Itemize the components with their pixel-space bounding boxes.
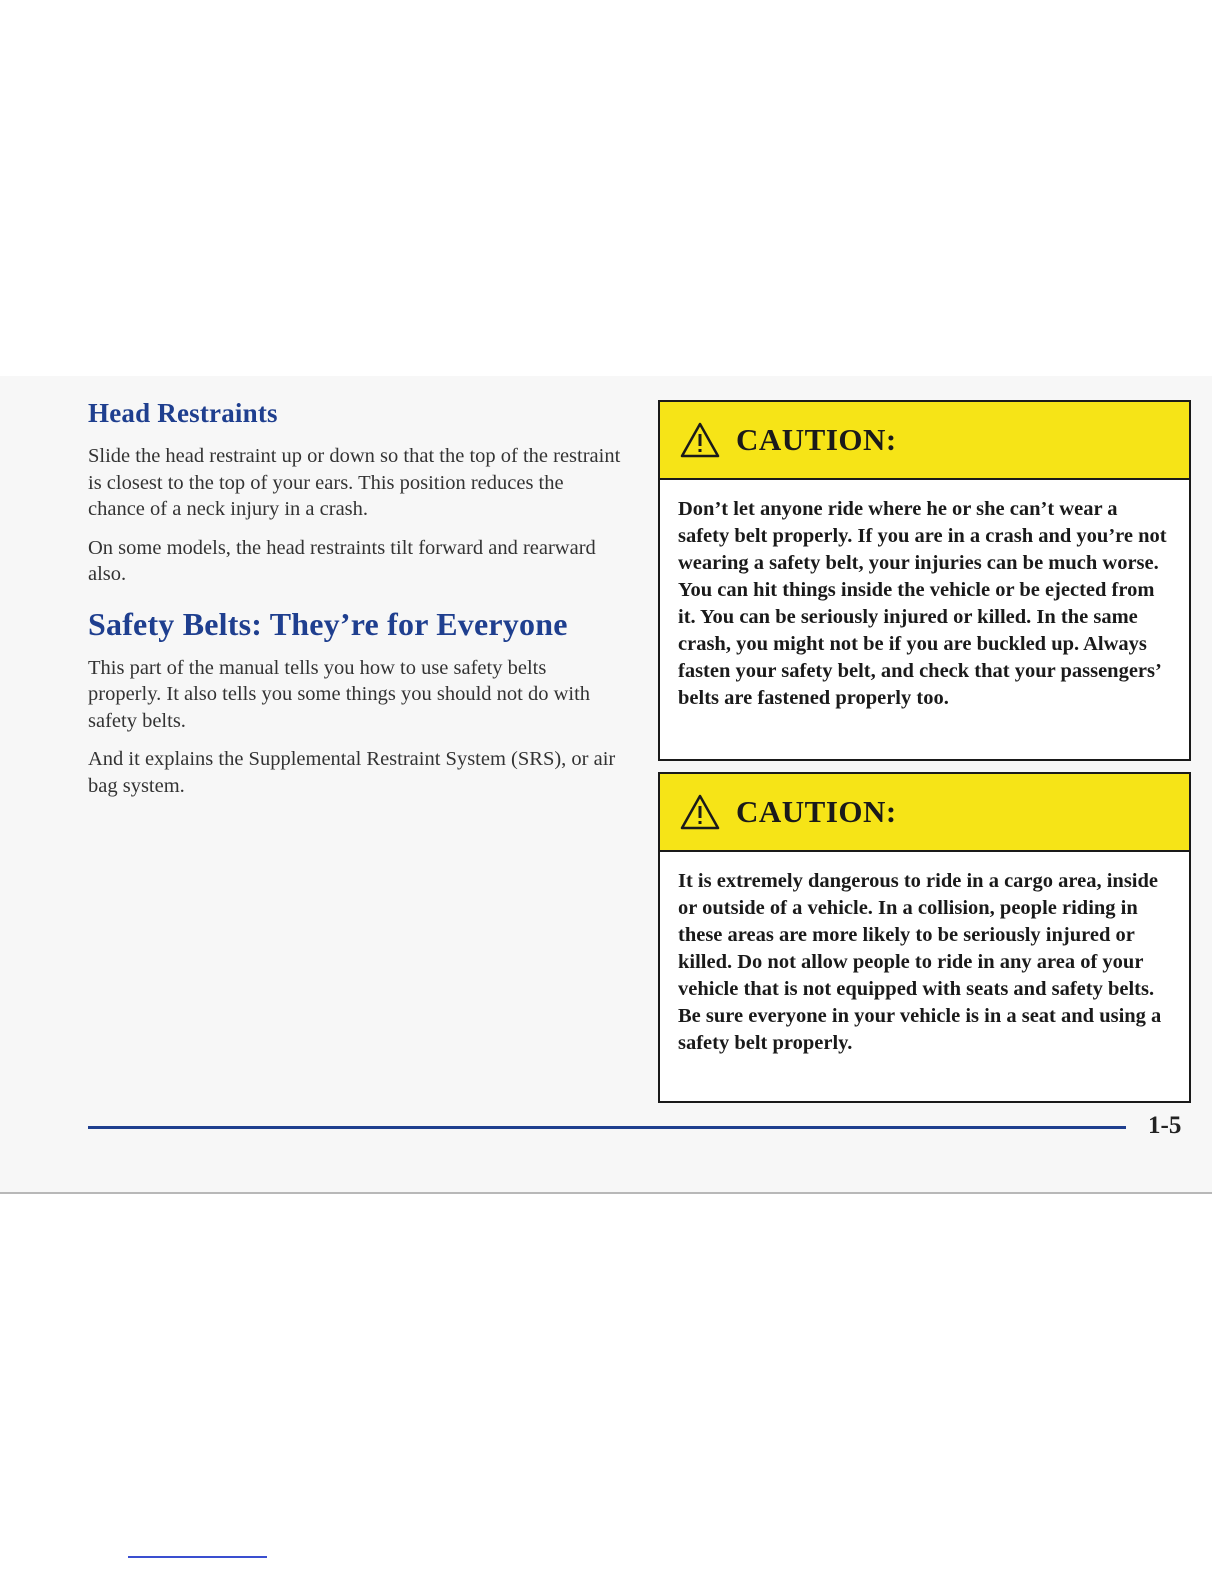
left-column [88,398,623,811]
page-number: 1-5 [1148,1112,1182,1139]
caution-title-2: CAUTION: [736,794,897,829]
footer-link-underline[interactable] [128,1556,267,1558]
caution-box-1 [658,400,1191,761]
head-restraints-paragraph-2: On some models, the head restraints tilt forward and rearward also. [88,536,596,585]
caution-title-1: CAUTION: [736,422,897,457]
warning-triangle-icon [680,422,720,458]
page-bottom-edge [0,1192,1212,1194]
safety-belts-paragraph-1: This part of the manual tells you how to use safety belts properly. It also tells you some things you should not do with safety belts. [88,656,591,732]
safety-belts-heading: Safety Belts: They’re for Everyone [88,605,568,642]
caution-header-1 [660,402,1189,480]
caution-header-2 [660,774,1189,852]
footer-rule [88,1126,1126,1129]
caution-text-1: Don’t let anyone ride where he or she can’t wear a safety belt properly. If you are in a crash and you’re not wearing a safety belt, your injuries can be much worse. You can hit things inside the vehicle or be ejected from it. You can be seriously injured or killed. In the same crash, you might not be if you are buckled up. Always fasten your safety belt, and check that your passengers’ belts are fastened properly too. [678,498,1167,709]
head-restraints-paragraph-1: Slide the head restraint up or down so that the top of the restraint is closest to the top of your ears. This position reduces the chance of a neck injury in a crash. [88,445,621,520]
head-restraints-heading: Head Restraints [88,398,278,428]
safety-belts-paragraph-2: And it explains the Supplemental Restraint System (SRS), or air bag system. [88,748,616,797]
caution-box-2 [658,772,1191,1103]
manual-page [0,376,1212,1192]
caution-text-2: It is extremely dangerous to ride in a cargo area, inside or outside of a vehicle. In a collision, people riding in these areas are more likely to be seriously injured or killed. Do not allow people to ride in any area of your vehicle that is not equipped with seats and safety belts. Be sure everyone in your vehicle is in a seat and using a safety belt properly. [678,870,1162,1054]
warning-triangle-icon [680,794,720,830]
